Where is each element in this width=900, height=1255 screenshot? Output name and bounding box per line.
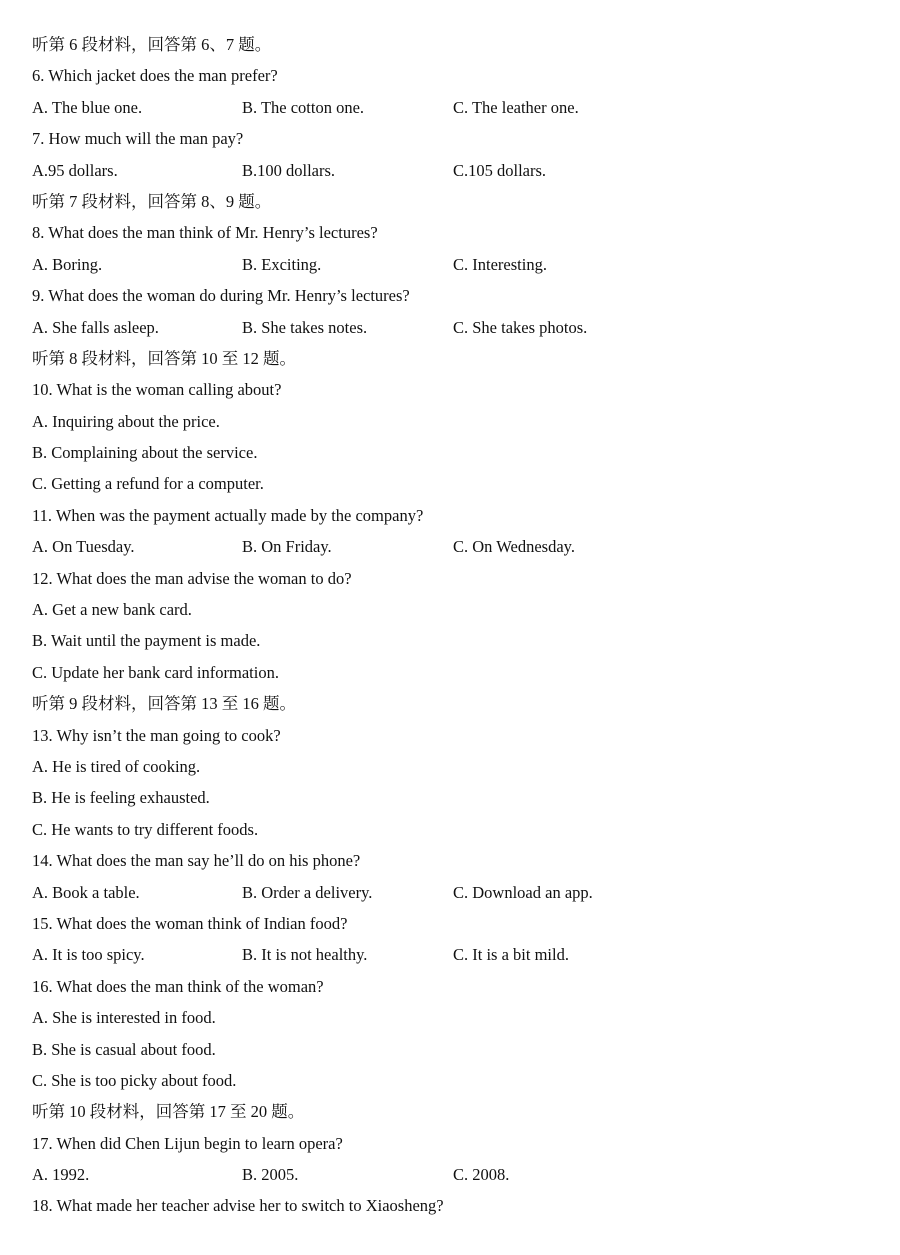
option-b: B. He is feeling exhausted. bbox=[32, 788, 210, 808]
options-row-q6 bbox=[32, 92, 872, 123]
option-b: B. It is not healthy. bbox=[242, 945, 368, 965]
option-c: C. 2008. bbox=[453, 1165, 510, 1185]
options-row-q7 bbox=[32, 155, 872, 186]
question-12: 12. What does the man advise the woman to do? bbox=[32, 568, 352, 588]
option-c: C. He wants to try different foods. bbox=[32, 819, 259, 839]
options-row-q9 bbox=[32, 312, 872, 343]
option-b: B. On Friday. bbox=[242, 537, 332, 557]
option-a: A. Book a table. bbox=[32, 882, 140, 902]
option-b: B. Wait until the payment is made. bbox=[32, 631, 261, 651]
exam-listening-section bbox=[32, 29, 872, 1222]
section-heading-7: 听第 7 段材料，回答第 8、9 题。 bbox=[32, 191, 272, 211]
question-11: 11. When was the payment actually made by the company? bbox=[32, 505, 424, 525]
option-c: C. The leather one. bbox=[453, 97, 579, 117]
options-row-q14 bbox=[32, 877, 872, 908]
option-c: C. Interesting. bbox=[453, 254, 547, 274]
option-a: A. She is interested in food. bbox=[32, 1008, 216, 1028]
option-a: A. Inquiring about the price. bbox=[32, 411, 220, 431]
question-6: 6. Which jacket does the man prefer? bbox=[32, 66, 278, 86]
option-c: C. On Wednesday. bbox=[453, 537, 575, 557]
question-9: 9. What does the woman do during Mr. Henry’s lectures? bbox=[32, 286, 410, 306]
section-heading-8: 听第 8 段材料，回答第 10 至 12 题。 bbox=[32, 348, 296, 368]
question-13: 13. Why isn’t the man going to cook? bbox=[32, 725, 281, 745]
option-b: B. 2005. bbox=[242, 1165, 299, 1185]
option-b: B. The cotton one. bbox=[242, 97, 365, 117]
options-row-q17 bbox=[32, 1159, 872, 1190]
option-c: C. Getting a refund for a computer. bbox=[32, 474, 264, 494]
options-row-q11 bbox=[32, 531, 872, 562]
option-c: C. She takes photos. bbox=[453, 317, 588, 337]
option-c: C. Download an app. bbox=[453, 882, 593, 902]
option-a: A. 1992. bbox=[32, 1165, 90, 1185]
question-10: 10. What is the woman calling about? bbox=[32, 380, 282, 400]
question-17: 17. When did Chen Lijun begin to learn opera? bbox=[32, 1133, 343, 1153]
section-heading-10: 听第 10 段材料，回答第 17 至 20 题。 bbox=[32, 1102, 305, 1122]
section-heading-6: 听第 6 段材料，回答第 6、7 题。 bbox=[32, 35, 272, 54]
question-7: 7. How much will the man pay? bbox=[32, 129, 244, 149]
section-heading-9: 听第 9 段材料，回答第 13 至 16 题。 bbox=[32, 694, 296, 714]
option-a: A. The blue one. bbox=[32, 97, 143, 117]
option-c: C. Update her bank card information. bbox=[32, 662, 279, 682]
option-b: B.100 dollars. bbox=[242, 160, 336, 180]
option-a: A.95 dollars. bbox=[32, 160, 118, 180]
option-a: A. She falls asleep. bbox=[32, 317, 159, 337]
option-b: B. Complaining about the service. bbox=[32, 443, 258, 463]
option-b: B. She takes notes. bbox=[242, 317, 368, 337]
option-a: A. He is tired of cooking. bbox=[32, 756, 201, 776]
option-a: A. On Tuesday. bbox=[32, 537, 135, 557]
options-row-q15 bbox=[32, 939, 872, 970]
question-16: 16. What does the man think of the woman? bbox=[32, 976, 324, 996]
option-a: A. Get a new bank card. bbox=[32, 600, 192, 620]
option-b: B. Exciting. bbox=[242, 254, 322, 274]
question-15: 15. What does the woman think of Indian food? bbox=[32, 913, 348, 933]
option-a: A. Boring. bbox=[32, 254, 103, 274]
question-8: 8. What does the man think of Mr. Henry’s lectures? bbox=[32, 223, 378, 243]
question-18: 18. What made her teacher advise her to switch to Xiaosheng? bbox=[32, 1196, 444, 1216]
question-14: 14. What does the man say he’ll do on his phone? bbox=[32, 851, 361, 871]
option-c: C. It is a bit mild. bbox=[453, 945, 569, 965]
option-b: B. She is casual about food. bbox=[32, 1039, 216, 1059]
option-c: C.105 dollars. bbox=[453, 160, 547, 180]
option-c: C. She is too picky about food. bbox=[32, 1070, 237, 1090]
option-a: A. It is too spicy. bbox=[32, 945, 145, 965]
options-row-q8 bbox=[32, 249, 872, 280]
option-b: B. Order a delivery. bbox=[242, 882, 373, 902]
